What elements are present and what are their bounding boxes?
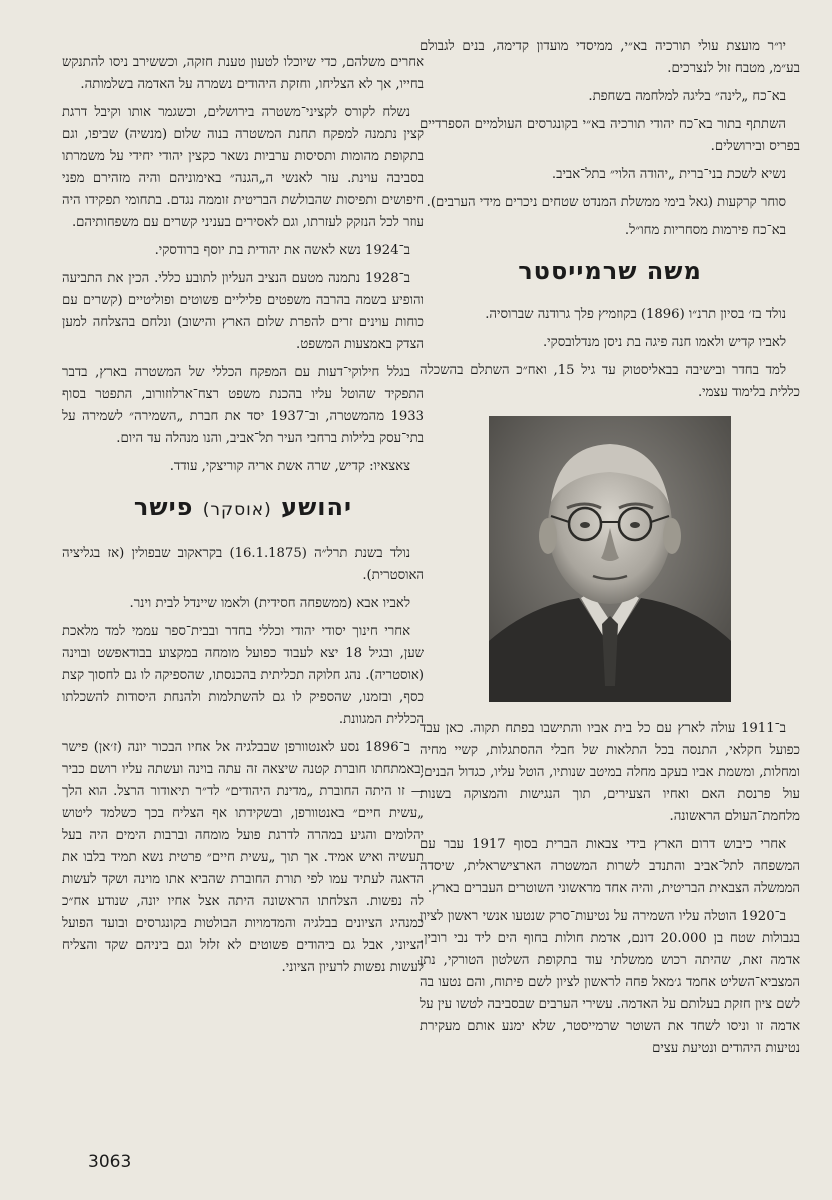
heading-last-name: פישר: [133, 493, 194, 521]
page-number: 3063: [88, 1152, 132, 1172]
heading-middle-name: (אוסקר): [202, 500, 272, 520]
paragraph: למד בחדר ובישיבה בבאליסטוק עד גיל 15, ואח״כ השתלם בהשכלה כללית בלימוד עצמי.: [420, 363, 800, 400]
heading-first-name: יהושע: [281, 493, 353, 521]
paragraph: לאביו אבא (ממשפחה חסידית) ולאמו שיינדל לבית וינר.: [129, 596, 410, 611]
paragraph: בא־כח פירמות מסחריות מחו״ל.: [624, 223, 786, 238]
paragraph: ב־1924 נשא לאשה את יהודית בת יוסף ברודסקי.: [154, 243, 410, 258]
paragraph: סוחר קרקעות (גאל בימי ממשלת המנדט שטחים ניכרים מידי הערבים).: [426, 195, 786, 210]
paragraph: לאביו קדיש ולאמו חנה פיגה בת ניסן מנדלובסקי.: [542, 335, 786, 350]
portrait-photo: [489, 416, 731, 702]
paragraph: נשלח לקורס לקציני־משטרה בירושלים, וכשגמר אותו וקיבל דרגת קצין נתמנה למפקח תחנת המשטרה בנוה שלום (מנשיה) שביפו, וגם בתקופת מהומות ותסיסות ערביות נשאר כקצין יהודי יחידי על משמרתו בסביבה עוינת. עזר לאנשי ה„הגנה״ באימוניהם והיה מזהירם מפני חיפושים ותפיסות שהבולשת הבריטית זוממה נגדם. בתחומי תפקידו היה עוזר לכל הנזקק לעזרתו, וגם לאסירים בעניני קשרים עם משפחותיהם.: [62, 105, 424, 230]
paragraph: אחרי חינוך יסודי יהודי וכללי בחדר ובבית־ספר עממי למד מלאכת שען, ובגיל 18 יצא לעבוד כפועל מומחה במקצוע בבודאפשט ובוינה (אוסטריה). נהג חלוקה תכליתית בהכנסתו, שהספיקה לו גם לחסוך קצת כסף, ובזמנו, שהספיק לו גם להשתלמות ולהנחת היסודות להשכלתו הכללית המגוונת.: [62, 624, 424, 727]
paragraph: ב־1920 הוטלה עליו השמירה על נטיעות־סרק שנטעו אנשי ראשון לציון בגבולות שטח בן 20.000 דונם, אדמת חולות בחוף הים ליד נבי רובין. אדמה זאת, שהיתה רכוש ממשלתי עוד בתקופת השלטון הטורקי, נתן המצביא־השליט אחמד ג׳מאל פחה לראשון לציון לשם פיתוח, והם נטעו בה לשם ציון חזקת בעלותם על האדמה. עשירי הערבים שבסביבה לטשו עין על אדמה זו וניסו לשחד את השוטר שרמייסטר, שלא ימנע אותם מעקירת נטיעות היהודים ונטיעת עצים: [420, 909, 800, 1056]
right-column: [420, 36, 800, 1066]
bio-heading-fischer: [62, 492, 424, 525]
paragraph: בגלל חילוקי־דעות עם המפקח הכללי של המשטרה בארץ, בדבר התפקיד שהוטל עליו בהכנת משפט רצח־ארלוזורוב, התפטר בסוף 1933 מהמשטרה, וב־1937 יסד את חברת „השמירה״ לשמירה על בתי־עסק בלילות ברחבי העיר תל־אביב, והנו מנהלה עד היום.: [62, 365, 424, 446]
paragraph: ב־1896 נסע לאנטוורפן שבבלגיה אל אחיו הבכור יונה (ז׳אן) פישר ובאמתחתו חוברת קטנה שיצאה זה עתה בוינה ועשתה עליו רושם כביר — זו היתה החוברת „מדינת היהודים״ לד״ר תיאודור הרצל. הוא הלך „עשית חיים״ באנטוורפן, ובשקידתו אף הצליח בכך כשלמד ליטוש יהלומים והגיע במהרה לדרגת פועל מומחה וברבות הימים היה בעל תעשיה ואיש אמיד. אך תוך „עשית חיים״ פרטית נשא תמיד בלבו את הדאגה לעתיד עמו לפי תורת החוברת שהביא אתו מוינה ושקד לעשות לה נפשות. הצלחתו הראשונה היתה אצל אחיו יונה, שנודע אח״כ כמנהיג הציונים בבלגיה והמדמויות הבולטות בקונגרסים ובועד הפועל הציוני, אבל גם ביהודים פשוטים לא זלזל וגם ביניהם שקד והצליח לעשות נפשות לרעיון הציוני.: [62, 740, 424, 975]
paragraph: ב־1928 נתמנה מטעם הנציב העליון לתובע כללי. הכין את התביעה והופיע בשמה בהרבה משפטים פליליים פשוטים ופוליטיים (קשרים עם כוחות עוינים זרים להפרת שלום הארץ והישוב) ונלחם בהצלחה למען הצדק באמצעות המשפט.: [62, 271, 424, 352]
paragraph: בא־כח „לינה״ בליגה למלחמה בשחפת.: [588, 89, 786, 104]
paragraph: צאצאיו: קדיש, שרה אשת אריה קוריצקי, עודד.: [169, 459, 410, 474]
paragraph: השתתף בתור בא־כח יהודי תורכיה בא״י בקונגרסים העולמיים הספרדיים בפריס ובירושלים.: [420, 117, 800, 154]
paragraph: אחרים משלהם, כדי שיוכלו לטעון טענת חזקה, וכששירב ניסו להתנקש בחייו, אך לא הצליחו, וחזקת היהודים נשמרה על האדמה בשלמותה.: [62, 55, 424, 92]
portrait-illustration: [489, 416, 731, 702]
paragraph: אחרי כיבוש דרום הארץ בידי צבאות הברית בסוף 1917 עבר עם המשפחה לתל־אביב והתנדב לשרות המשטרה הארצישראלית, שיסדה הממשלה הצבאית הבריטית, והיה אחד מראשוני השוטרים העברים בארץ.: [420, 837, 800, 896]
paragraph: ב־1911 עולה לארץ עם כל בית אביו והתישבו בפתח תקוה. כאן עבד כפועל חקלאי, התנסה בכל התלאות של חבלי ההסתגלות, קשיי מחיה ומחלות, ומשמת אביו בעקב מחלה במיטב שנותיו, הוטל עליו, כגדול הבנים, עול פרנסת האם ואחיו הצעירים, תוך הנגישות והמצוקה בשנות מלחמת־העולם הראשונה.: [420, 721, 800, 824]
left-column: [62, 52, 424, 985]
paragraph: יו״ר מועצת עולי תורכיה בא״י, ממיסדי מועדון קדימה, בנים לגבולם בע״מ, מטבח זול לנצרכים.: [420, 39, 800, 76]
paragraph: נשיא לשכת בני־ברית „יהודה הלוי״ בתל־אביב.: [551, 167, 786, 182]
bio-heading-sharmeister: משה שרמייסטר: [518, 257, 702, 285]
paragraph: נולד בשנת תרל״ה (16.1.1875) בקראקוב שבפולין (אז בגליציה האוסטרית).: [62, 546, 424, 583]
paragraph: נולד בז׳ בסיון תרנ״ו (1896) בקוזמיץ פלך גרודנה שברוסיה.: [485, 307, 786, 322]
right-top-section: [420, 36, 800, 242]
